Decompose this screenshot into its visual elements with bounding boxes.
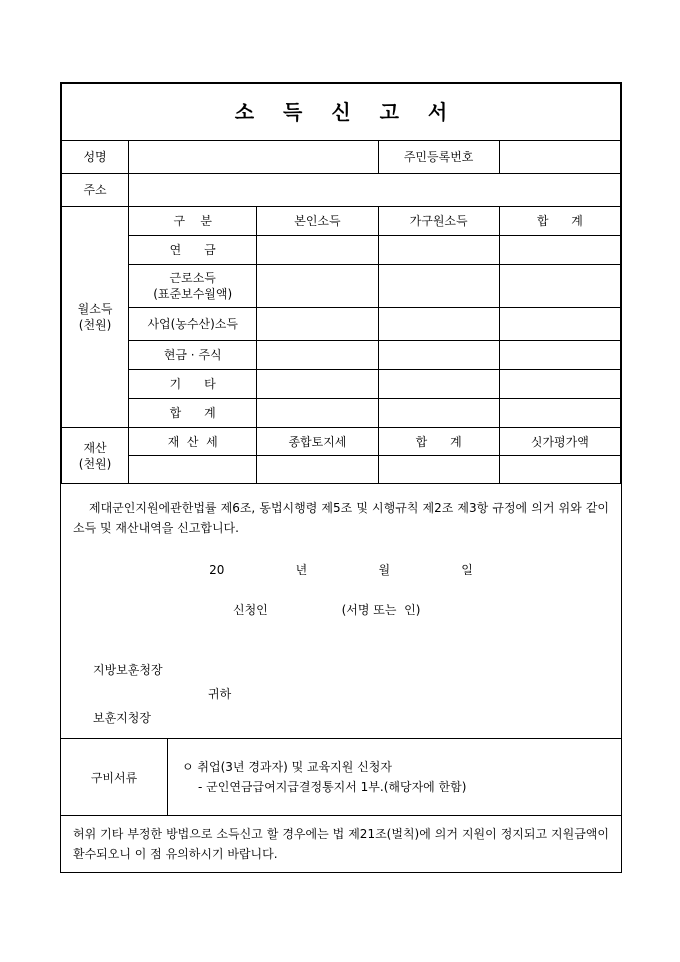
income-row-business-label: 사업(농수산)소득: [129, 308, 257, 341]
income-cell[interactable]: [257, 308, 378, 341]
property-header-market-value: 싯가평가액: [499, 428, 620, 456]
income-cell[interactable]: [257, 399, 378, 428]
monthly-income-label-line1: 월소득: [77, 302, 113, 316]
property-cell[interactable]: [378, 456, 499, 484]
form-table: [61, 83, 621, 484]
monthly-income-label: [62, 207, 129, 428]
income-cell[interactable]: [499, 265, 620, 308]
income-header-total: 합 계: [499, 207, 620, 236]
addressee-regional: 지방보훈청장: [93, 663, 163, 677]
declaration-date[interactable]: 20 년 월 일: [209, 563, 473, 577]
applicant-line: [233, 600, 609, 620]
address-field[interactable]: [129, 174, 621, 207]
income-cell[interactable]: [499, 370, 620, 399]
declaration-section: [61, 484, 621, 738]
property-cell[interactable]: [129, 456, 257, 484]
declaration-body: 제대군인지원에관한법률 제6조, 동법시행령 제5조 및 시행규칙 제2조 제3항 규정에 의거 위와 같이 소득 및 재산내역을 신고합니다.: [73, 501, 609, 535]
addressee-branch: 보훈지청장: [93, 711, 151, 725]
income-row-earned-line2: (표준보수월액): [153, 287, 233, 301]
property-header-tax: 재 산 세: [129, 428, 257, 456]
name-label: 성명: [62, 141, 129, 174]
property-header-total: 합 계: [378, 428, 499, 456]
income-cell[interactable]: [378, 341, 499, 370]
income-cell[interactable]: [378, 399, 499, 428]
penalty-notice: 허위 기타 부정한 방법으로 소득신고 할 경우에는 법 제21조(벌칙)에 의거 지원이 정지되고 지원금액이 환수되오니 이 점 유의하시기 바랍니다.: [61, 815, 621, 872]
rrn-label: 주민등록번호: [378, 141, 499, 174]
income-header-self: 본인소득: [257, 207, 378, 236]
income-cell[interactable]: [257, 236, 378, 265]
property-label-line1: 재산: [83, 440, 107, 455]
income-cell[interactable]: [499, 236, 620, 265]
applicant-label: 신청인: [233, 603, 268, 617]
income-cell[interactable]: [378, 265, 499, 308]
required-documents-label: 구비서류: [61, 739, 168, 815]
income-row-total-label: 합 계: [129, 399, 257, 428]
income-cell[interactable]: [378, 308, 499, 341]
income-cell[interactable]: [257, 265, 378, 308]
name-field[interactable]: [129, 141, 378, 174]
signature-label[interactable]: (서명 또는 인): [341, 603, 421, 617]
addressee-suffix: 귀하: [208, 687, 232, 701]
property-header-land-tax: 종합토지세: [257, 428, 378, 456]
income-row-other-label: 기 타: [129, 370, 257, 399]
income-row-earned-line1: 근로소득: [169, 271, 216, 285]
income-header-household: 가구원소득: [378, 207, 499, 236]
required-documents-item: ㅇ 취업(3년 경과자) 및 교육지원 신청자: [182, 760, 392, 774]
income-cell[interactable]: [378, 370, 499, 399]
income-header-category: 구 분: [129, 207, 257, 236]
income-report-form: [60, 82, 622, 873]
address-label: 주소: [62, 174, 129, 207]
property-cell[interactable]: [499, 456, 620, 484]
rrn-field[interactable]: [499, 141, 620, 174]
income-cell[interactable]: [378, 236, 499, 265]
property-label: [62, 428, 129, 484]
form-title-text: 소 득 신 고 서: [234, 100, 448, 124]
income-cell[interactable]: [257, 370, 378, 399]
income-cell[interactable]: [499, 308, 620, 341]
property-cell[interactable]: [257, 456, 378, 484]
required-documents-content: [168, 739, 466, 815]
required-documents: [61, 738, 621, 815]
income-cell[interactable]: [499, 399, 620, 428]
income-cell[interactable]: [499, 341, 620, 370]
income-row-pension-label: 연 금: [129, 236, 257, 265]
income-row-earned-label: [129, 265, 257, 308]
form-title: [62, 84, 621, 141]
property-label-line2: (천원): [78, 456, 112, 471]
income-row-cash-label: 현금 · 주식: [129, 341, 257, 370]
income-cell[interactable]: [257, 341, 378, 370]
monthly-income-label-line2: (천원): [78, 318, 112, 332]
required-documents-subitem: - 군인연금급여지급결정통지서 1부.(해당자에 한함): [198, 780, 467, 794]
